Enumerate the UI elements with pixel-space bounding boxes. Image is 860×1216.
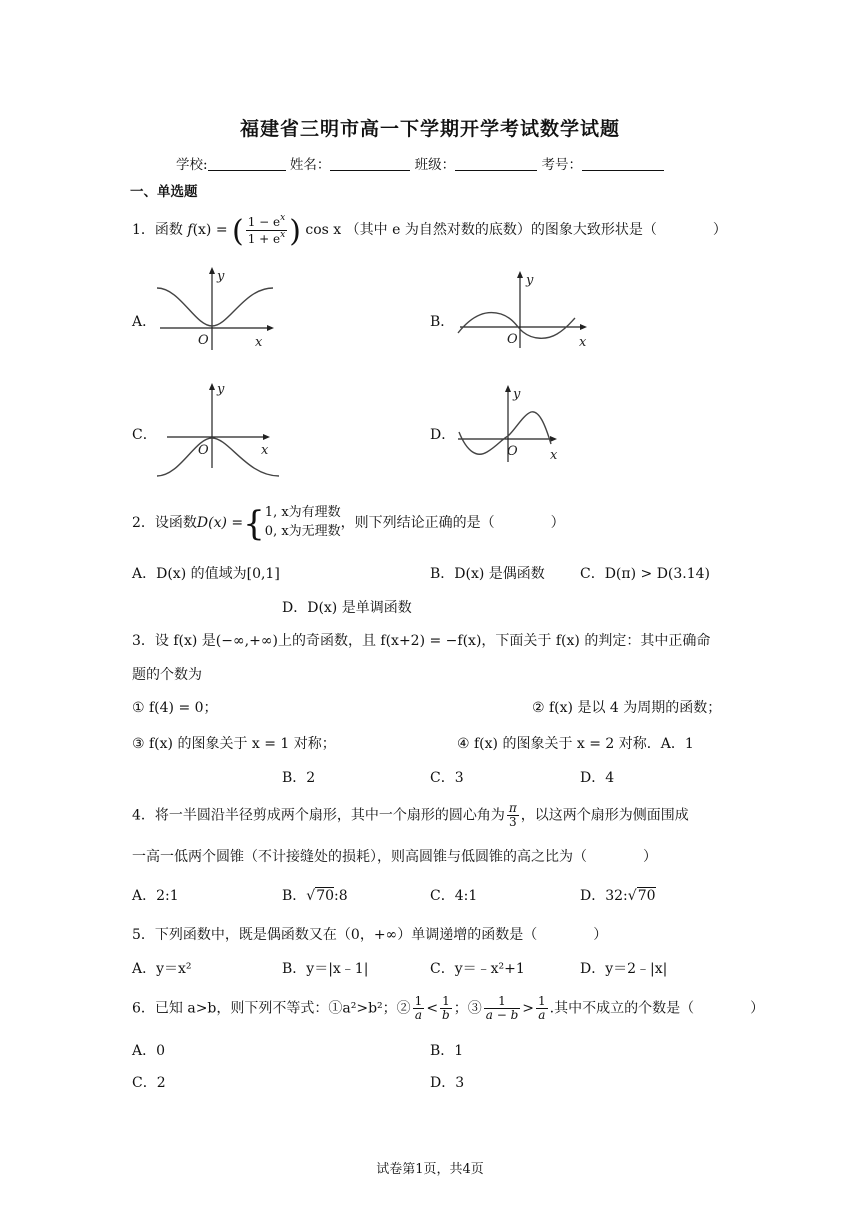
y-label: y <box>526 273 534 288</box>
curve-d <box>459 412 551 454</box>
q6-option-a[interactable]: A．0 <box>132 1043 166 1059</box>
y-label: y <box>513 387 521 402</box>
q1-option-b-label[interactable]: B． <box>430 314 455 330</box>
origin-label: O <box>507 332 518 347</box>
q4-option-b[interactable] <box>282 885 348 905</box>
q2-option-d[interactable]: D．D(x) 是单调函数 <box>282 600 412 616</box>
page-footer: 试卷第1页，共4页 <box>376 1162 484 1177</box>
q5-option-b[interactable]: B．y＝|x﹣1| <box>282 961 369 977</box>
q6-greater-than: > <box>522 1000 534 1017</box>
exam-number-field[interactable] <box>582 156 664 171</box>
q3-option-b[interactable]: B．2 <box>282 770 316 786</box>
q3-option-d[interactable]: D．4 <box>580 770 615 786</box>
q6-frac-1-den: a <box>414 1008 423 1023</box>
q6-frac-3 <box>484 995 521 1022</box>
q1-num-exponent: x <box>280 213 286 224</box>
q6-option-b[interactable]: B．1 <box>430 1043 464 1059</box>
q6-post: .其中不成立的个数是（ ） <box>549 1000 765 1017</box>
left-brace: { <box>243 504 265 544</box>
q2-option-a[interactable]: A．D(x) 的值域为[0,1] <box>132 566 280 582</box>
y-axis-arrow-icon <box>209 383 215 390</box>
q3-statement-4[interactable]: ④ f(x) 的图象关于 x = 2 对称．A．1 <box>457 736 694 752</box>
graph-d[interactable] <box>455 382 570 467</box>
question-1-stem <box>132 214 727 249</box>
q2-case-2: 0, x为无理数 <box>264 524 341 539</box>
q6-option-d[interactable]: D．3 <box>430 1075 465 1091</box>
function-arg: (x) = <box>192 222 228 238</box>
q6-option-c[interactable]: C．2 <box>132 1075 166 1091</box>
q4-option-b-post: :8 <box>334 888 348 904</box>
q5-option-a[interactable]: A．y＝x² <box>132 961 192 977</box>
q6-frac-4-num: 1 <box>538 994 546 1008</box>
q4-option-d-label: D．32: <box>580 888 628 904</box>
q2-cases <box>265 504 341 542</box>
q1-option-d-label[interactable]: D． <box>430 427 456 443</box>
x-axis-arrow-icon <box>580 324 587 330</box>
origin-label: O <box>198 443 209 458</box>
q6-frac-2-num: 1 <box>440 995 452 1009</box>
section-title: 一、单选题 <box>130 184 198 200</box>
q4-option-d[interactable] <box>580 885 656 905</box>
q5-option-d[interactable]: D．y＝2﹣|x| <box>580 961 668 977</box>
q1-option-c-label[interactable]: C． <box>132 427 157 443</box>
exam-number-label: 考号： <box>541 157 582 173</box>
x-axis-arrow-icon <box>267 325 274 331</box>
y-axis-arrow-icon <box>517 271 523 278</box>
q3-statement-1: ① f(4) = 0； <box>132 700 218 716</box>
question-1-number: 1．函数 <box>132 222 183 238</box>
class-field[interactable] <box>455 156 537 171</box>
curve-a <box>157 288 273 326</box>
q4-fraction <box>507 802 519 829</box>
graph-c[interactable] <box>155 380 285 480</box>
q2-suffix: ，则下列结论正确的是（ ） <box>340 515 565 531</box>
question-2-stem <box>132 504 565 544</box>
y-axis-arrow-icon <box>505 385 511 392</box>
q1-cos: cos x <box>305 222 342 238</box>
q3-line-2: 题的个数为 <box>132 667 202 683</box>
origin-label: O <box>507 444 518 459</box>
graph-a[interactable] <box>155 266 280 351</box>
q6-stem <box>132 995 764 1022</box>
q1-den-exponent: x <box>280 229 286 240</box>
q6-frac-3-num: 1 <box>484 995 521 1009</box>
q5-option-c[interactable]: C．y＝﹣x²+1 <box>430 961 525 977</box>
name-label: 姓名： <box>289 157 331 173</box>
name-field[interactable] <box>330 156 410 171</box>
q5-stem: 5．下列函数中，既是偶函数又在（0，+∞）单调递增的函数是（ ） <box>132 927 608 943</box>
function-name: f <box>187 222 193 238</box>
x-axis-arrow-icon <box>550 436 557 442</box>
q3-line-1: 3．设 f(x) 是(−∞,+∞)上的奇函数，且 f(x+2) = −f(x)，下面关于 f(x) 的判定：其中正确命 <box>132 633 711 649</box>
student-info-line <box>176 153 664 173</box>
q1-option-a-label[interactable]: A． <box>132 314 157 330</box>
q1-note: （其中 e 为自然对数的底数）的图象大致形状是（ ） <box>345 222 727 238</box>
q3-option-c[interactable]: C．3 <box>430 770 464 786</box>
y-axis-arrow-icon <box>209 267 215 274</box>
q6-frac-1 <box>413 995 425 1022</box>
q6-less-than: < <box>426 1000 439 1017</box>
q6-frac-3-den: a − b <box>485 1008 519 1023</box>
q4-fraction-num: π <box>508 801 517 815</box>
q1-numerator: 1 − e <box>247 215 281 230</box>
q4-line-1 <box>132 802 689 829</box>
q4-line-1-post: ，以这两个扇形为侧面围成 <box>520 807 689 824</box>
q4-line-2: 一高一低两个圆锥（不计接缝处的损耗），则高圆锥与低圆锥的高之比为（ ） <box>132 849 657 865</box>
right-paren: ) <box>289 214 301 249</box>
q2-option-b[interactable]: B．D(x) 是偶函数 <box>430 566 545 582</box>
q4-option-b-label: B． <box>282 888 307 904</box>
q6-frac-4 <box>536 995 548 1022</box>
sqrt-icon: √ <box>306 888 316 904</box>
left-paren: ( <box>232 214 244 249</box>
q1-fraction <box>246 214 288 245</box>
q2-case-1: 1, x为有理数 <box>264 505 341 521</box>
q2-function: D(x) = <box>196 515 244 531</box>
q4-option-d-root: 70 <box>637 888 656 904</box>
q4-option-a[interactable]: A．2:1 <box>132 888 179 904</box>
q4-fraction-den: 3 <box>509 815 517 830</box>
q6-frac-1-num: 1 <box>414 994 423 1008</box>
y-label: y <box>217 269 225 284</box>
q4-option-c[interactable]: C．4:1 <box>430 888 478 904</box>
x-label: x <box>550 448 558 463</box>
class-label: 班级： <box>414 157 456 173</box>
q6-frac-2 <box>440 995 452 1022</box>
q3-statement-3: ③ f(x) 的图象关于 x = 1 对称； <box>132 736 336 752</box>
x-label: x <box>255 335 263 350</box>
q4-option-b-root: 70 <box>316 888 335 904</box>
q2-prefix: 2．设函数 <box>132 515 197 531</box>
origin-label: O <box>198 333 209 348</box>
graph-b[interactable] <box>455 270 590 350</box>
y-label: y <box>217 382 225 397</box>
q6-pre: 6．已知 a>b，则下列不等式：①a²>b²；② <box>132 1000 411 1017</box>
q1-denominator: 1 + e <box>247 231 281 246</box>
q6-mid: ；③ <box>453 1000 482 1017</box>
x-axis-arrow-icon <box>263 434 270 440</box>
x-label: x <box>261 443 269 458</box>
school-label: 学校: <box>176 157 208 173</box>
q6-frac-4-den: a <box>538 1008 546 1023</box>
q4-line-1-pre: 4．将一半圆沿半径剪成两个扇形，其中一个扇形的圆心角为 <box>132 807 505 824</box>
school-field[interactable] <box>208 156 286 171</box>
q3-statement-2: ② f(x) 是以 4 为周期的函数； <box>532 700 722 716</box>
x-label: x <box>579 335 587 350</box>
sqrt-icon: √ <box>627 888 637 904</box>
page-title: 福建省三明市高一下学期开学考试数学试题 <box>239 118 620 140</box>
q6-frac-2-den: b <box>442 1008 450 1023</box>
q2-option-c[interactable]: C．D(π) > D(3.14) <box>580 566 711 582</box>
